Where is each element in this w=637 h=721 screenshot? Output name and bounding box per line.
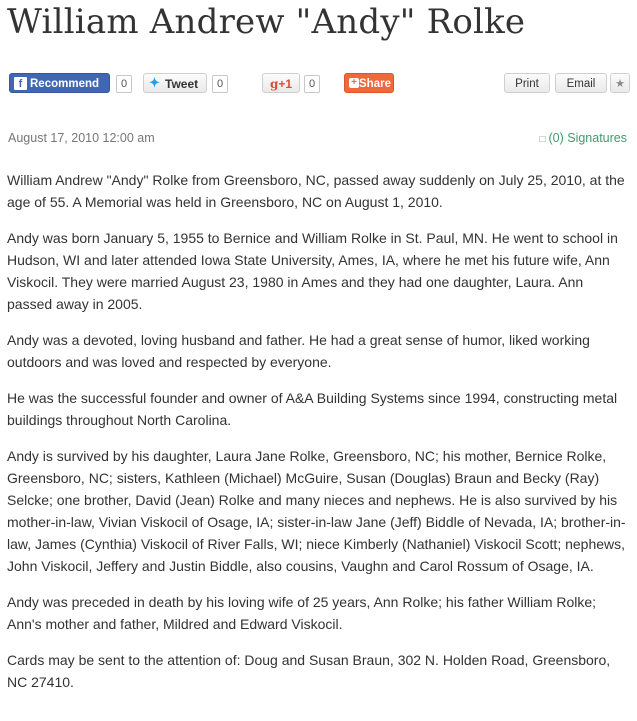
google-plus-label: +1 (278, 77, 293, 91)
obituary-title: William Andrew "Andy" Rolke (7, 2, 526, 42)
obituary-body (7, 169, 627, 707)
tweet-count: 0 (212, 75, 228, 93)
facebook-recommend-button[interactable] (9, 73, 110, 93)
tweet-label: Tweet (165, 77, 199, 91)
share-button[interactable] (344, 73, 394, 93)
paragraph: Cards may be sent to the attention of: Doug and Susan Braun, 302 N. Holden Road, Greensboro, NC 27410. (7, 652, 611, 690)
facebook-count: 0 (116, 75, 132, 93)
paragraph: Andy was born January 5, 1955 to Bernice and William Rolke in St. Paul, MN. He went to school in Hudson, WI and later attended Iowa State University, Ames, IA, where he met his future wife, Ann Viskocil. They were married August 23, 1980 in Ames and they had one daughter, Laura. Ann passed away in 2005. (7, 230, 618, 312)
comment-icon: □ (539, 134, 546, 145)
facebook-icon: f (14, 77, 27, 90)
google-plus-icon: g (269, 77, 279, 91)
paragraph: He was the successful founder and owner of A&A Building Systems since 1994, constructing metal buildings throughout North Carolina. (7, 390, 618, 428)
print-button[interactable]: Print (504, 73, 550, 93)
share-toolbar (8, 73, 630, 95)
publish-date: August 17, 2010 12:00 am (8, 131, 155, 145)
google-plus-count: 0 (304, 75, 320, 93)
tweet-button[interactable] (143, 73, 207, 93)
share-plus-icon: + (349, 78, 359, 88)
paragraph: William Andrew "Andy" Rolke from Greensboro, NC, passed away suddenly on July 25, 2010, at the age of 55. A Memorial was held in Greensboro, NC on August 1, 2010. (7, 172, 625, 210)
email-button[interactable]: Email (555, 73, 607, 93)
signatures-label: (0) Signatures (548, 131, 627, 145)
twitter-bird-icon: ✦ (149, 75, 160, 90)
facebook-recommend-label: Recommend (30, 78, 100, 90)
paragraph: Andy was preceded in death by his loving wife of 25 years, Ann Rolke; his father William Rolke; Ann's mother and father, Mildred and Edward Viskocil. (7, 594, 597, 632)
google-plus-button[interactable] (262, 73, 300, 93)
share-label: Share (359, 78, 391, 90)
paragraph: Andy is survived by his daughter, Laura Jane Rolke, Greensboro, NC; his mother, Bernice Rolke, Greensboro, NC; sisters, Kathleen (Michael) McGuire, Susan (Douglas) Braun and Becky (Ray) Selcke; one brother, David (Jean) Rolke and many nieces and nephews. He is also survived by his mother-in-law, Vivian Viskocil of Osage, IA; sister-in-law Jane (Jeff) Biddle of Nevada, IA; brother-in-law, James (Cynthia) Viskocil of River Falls, WI; niece Kimberly (Nathaniel) Viskocil Scott; nephews, John Viskocil, Jeffery and Justin Biddle, also cousins, Vaughn and Carol Rossum of Osage, IA. (7, 448, 626, 574)
star-icon[interactable]: ★ (610, 73, 630, 93)
paragraph: Andy was a devoted, loving husband and father. He had a great sense of humor, liked working outdoors and was loved and respected by everyone. (7, 332, 590, 370)
signatures-link[interactable] (539, 131, 627, 145)
